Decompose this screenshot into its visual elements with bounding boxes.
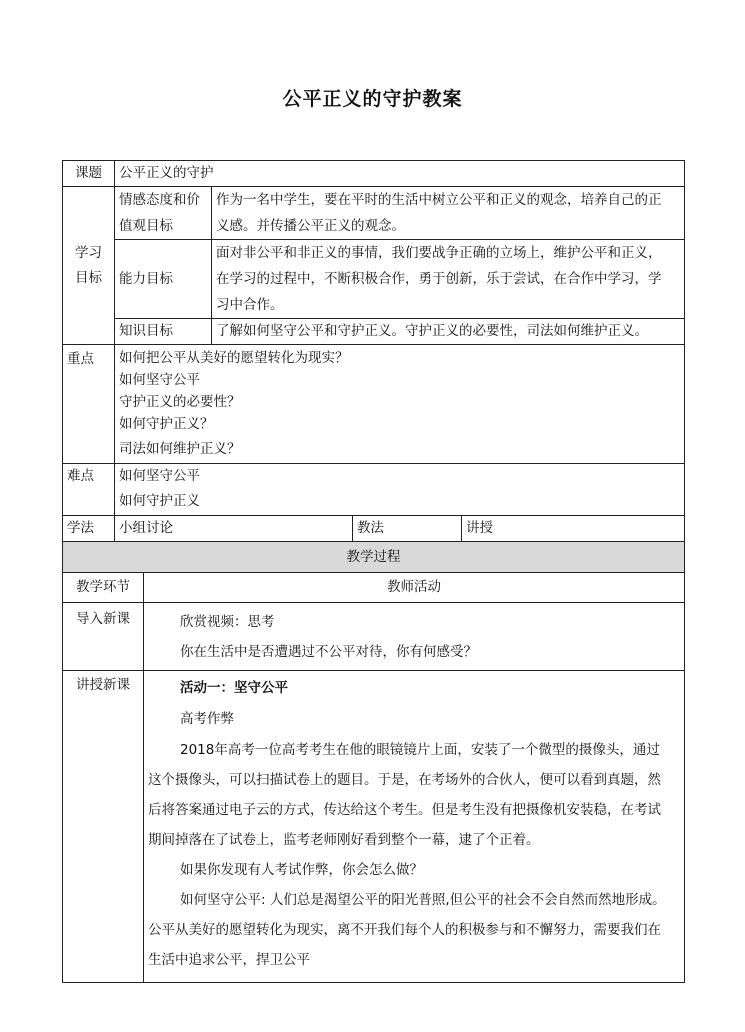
goals-label-line: 目标 — [75, 269, 102, 286]
difficulties-content — [115, 464, 685, 516]
key-point-line: 司法如何维护正义？ — [119, 441, 241, 457]
goal-name-attitude — [115, 187, 212, 240]
lesson-plan-table — [62, 160, 684, 983]
answer-line: 公平从美好的愿望转化为现实，离不开我们每个人的积极参与和不懈努力，需要我们在 — [148, 922, 661, 938]
answer-line: 生活中追求公平，捍卫公平 — [148, 952, 310, 968]
key-point-line: 如何把公平从美好的愿望转化为现实？ — [119, 350, 349, 366]
difficulty-line: 如何守护正义 — [119, 493, 200, 509]
goal-name-knowledge: 知识目标 — [115, 319, 212, 345]
goal-name-line: 值观目标 — [119, 218, 173, 234]
goal-content-knowledge: 了解如何坚守公平和守护正义。守护正义的必要性，司法如何维护正义。 — [212, 319, 685, 345]
process-header: 教学过程 — [63, 542, 685, 573]
document-title: 公平正义的守护教案 — [282, 88, 463, 110]
question-line: 如果你发现有人考试作弊，你会怎么做？ — [180, 862, 423, 878]
key-point-line: 如何坚守公平 — [119, 372, 200, 388]
goal-content-line: 作为一名中学生，要在平时的生活中树立公平和正义的观念，培养自己的正 — [216, 192, 662, 208]
intro-stage-label: 导入新课 — [63, 603, 144, 671]
goal-content-line: 面对非公平和非正义的事情，我们要战争正确的立场上，维护公平和正义， — [216, 245, 662, 261]
case-title: 高考作弊 — [180, 711, 234, 727]
study-method-label: 学法 — [63, 516, 115, 542]
goal-content-line: 义感。并传播公平正义的观念。 — [216, 218, 405, 234]
study-method-value: 小组讨论 — [115, 516, 353, 542]
goals-label-line: 学习 — [75, 244, 102, 261]
teach-method-value: 讲授 — [462, 516, 685, 542]
goal-content-attitude — [212, 187, 685, 240]
goals-label — [63, 187, 115, 345]
story-line: 2018年高考一位高考考生在他的眼镜镜片上面，安装了一个微型的摄像头，通过 — [180, 742, 660, 758]
goal-content-line: 在学习的过程中，不断积极合作，勇于创新，乐于尝试，在合作中学习，学 — [216, 271, 662, 287]
lecture-stage-content — [144, 671, 685, 983]
intro-stage-content — [144, 603, 685, 671]
lecture-stage-label: 讲授新课 — [63, 671, 144, 983]
goal-content-ability — [212, 240, 685, 319]
key-points-content — [115, 345, 685, 464]
topic-value: 公平正义的守护 — [115, 161, 685, 187]
process-col-activity: 教师活动 — [144, 573, 685, 603]
answer-line: 如何坚守公平: 人们总是渴望公平的阳光普照,但公平的社会不会自然而然地形成。 — [180, 892, 666, 908]
activity-title: 活动一：坚守公平 — [180, 680, 288, 696]
goal-name-ability: 能力目标 — [115, 240, 212, 319]
difficulty-line: 如何坚守公平 — [119, 468, 200, 484]
topic-label: 课题 — [63, 161, 115, 187]
key-point-line: 守护正义的必要性？ — [119, 394, 241, 410]
story-line: 这个摄像头，可以扫描试卷上的题目。于是，在考场外的合伙人，便可以看到真题，然 — [148, 772, 661, 788]
process-col-stage: 教学环节 — [63, 573, 144, 603]
key-points-label: 重点 — [63, 345, 115, 464]
goal-name-line: 情感态度和价 — [119, 192, 200, 208]
goal-content-line: 习中合作。 — [216, 297, 284, 313]
intro-line: 你在生活中是否遭遇过不公平对待，你有何感受？ — [180, 644, 477, 660]
story-line: 后将答案通过电子云的方式，传达给这个考生。但是考生没有把摄像机安装稳，在考试 — [148, 802, 661, 818]
story-line: 期间掉落在了试卷上，监考老师刚好看到整个一幕，逮了个正着。 — [148, 832, 540, 848]
intro-line: 欣赏视频：思考 — [180, 614, 275, 630]
difficulties-label: 难点 — [63, 464, 115, 516]
key-point-line: 如何守护正义？ — [119, 416, 214, 432]
teach-method-label: 教法 — [353, 516, 462, 542]
